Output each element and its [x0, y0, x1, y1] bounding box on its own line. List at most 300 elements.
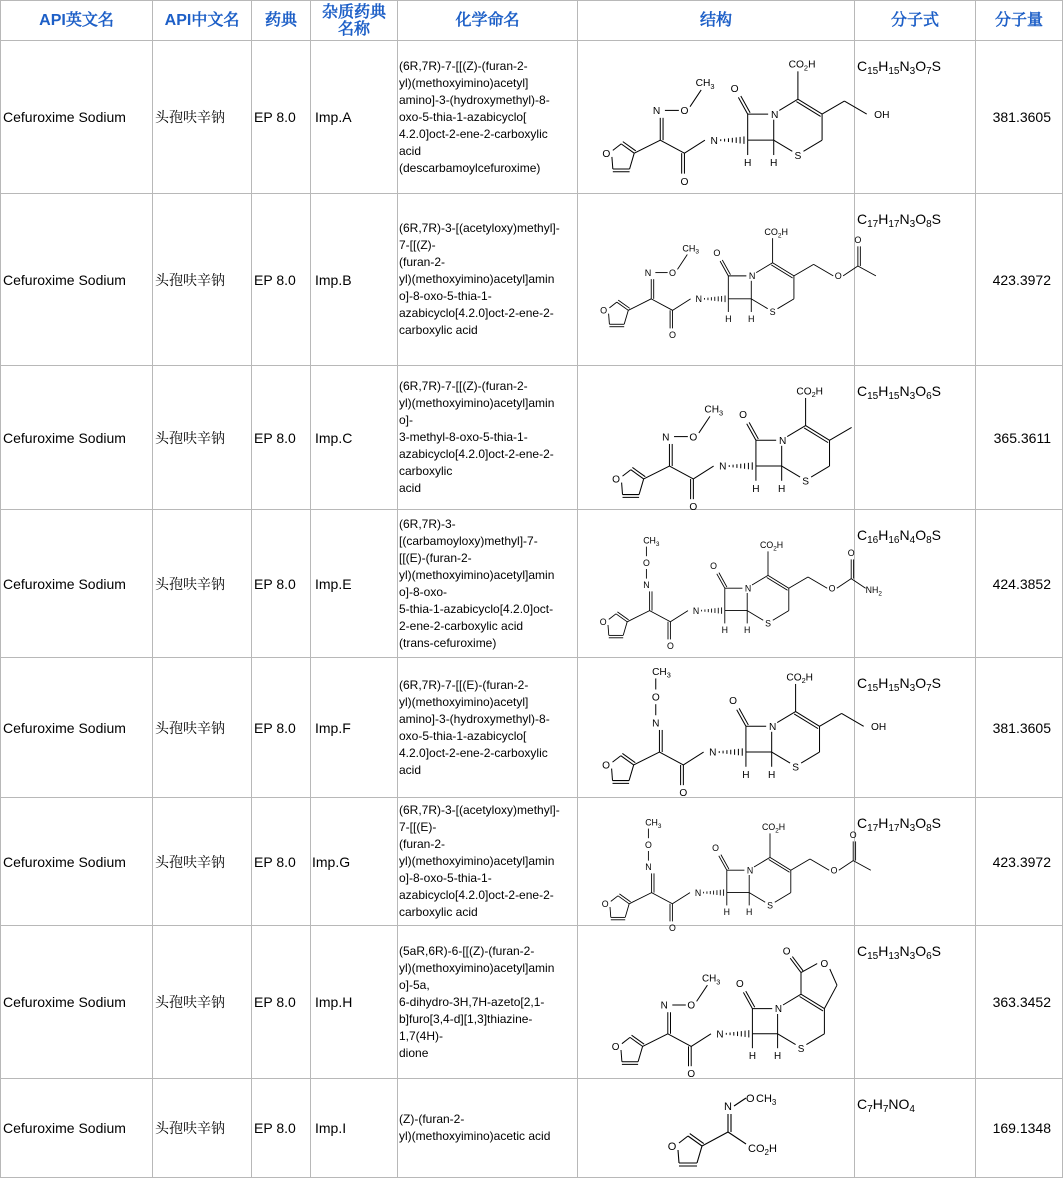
cell-formula[interactable] [855, 926, 976, 1079]
amide-oxygen: O [668, 922, 676, 933]
amine-label: $NH_2$ [865, 584, 882, 597]
bond-line [650, 610, 671, 621]
cell-pharmacopoeia[interactable]: EP 8.0 [252, 194, 311, 366]
cell-api-en[interactable]: Cefuroxime Sodium [1, 194, 153, 366]
bond-line [769, 859, 790, 872]
methyl-label: $CH_3$ [702, 973, 721, 986]
cell-api-en[interactable]: Cefuroxime Sodium [1, 1079, 153, 1178]
bond-line [752, 575, 768, 585]
bond-line [651, 298, 672, 309]
cell-mw[interactable]: 381.3605 [976, 658, 1063, 798]
methyl-label: $CH_3$ [704, 404, 724, 417]
cell-mw[interactable]: 423.3972 [976, 798, 1063, 926]
carboxylic-acid-label: $CO_2H$ [762, 821, 786, 835]
furan-oxygen: O [667, 1140, 677, 1153]
bond-line [702, 1132, 728, 1146]
methyl-label: $CH_3$ [682, 242, 700, 256]
amide-nitrogen: N [719, 461, 727, 473]
amide-oxygen: O [687, 1068, 696, 1080]
bond-line [669, 466, 693, 479]
amide-nitrogen: N [709, 747, 717, 759]
oxime-nitrogen: N [643, 579, 650, 590]
bond-line [673, 298, 691, 309]
bond-line [690, 89, 701, 106]
cell-formula[interactable] [855, 41, 976, 194]
stereo-hydrogen: H [723, 906, 730, 917]
cell-structure[interactable] [578, 41, 890, 194]
oxime-nitrogen: N [644, 267, 652, 278]
stereo-hydrogen: H [721, 624, 728, 635]
stereo-hydrogen: H [748, 1050, 756, 1062]
cell-impurity[interactable]: Imp.B [311, 194, 398, 366]
oxime-nitrogen: N [662, 431, 670, 443]
bond-line [824, 985, 837, 1008]
bond-line [811, 466, 829, 477]
molecule [668, 1093, 777, 1166]
bond-line [751, 298, 767, 308]
bond-line [693, 466, 713, 479]
lactam-oxygen: O [713, 247, 721, 258]
bond-line [801, 994, 824, 1008]
bond-line [684, 140, 704, 153]
amide-oxygen: O [666, 640, 674, 651]
formula-text: $C_{15}H_{13}N_3O_6S$ [857, 943, 941, 962]
bond-line [801, 963, 817, 972]
bond-line [771, 264, 792, 277]
bond-line [609, 613, 616, 619]
cell-impurity[interactable]: Imp.H [311, 926, 398, 1079]
carboxylic-acid-label: $CO_2H$ [788, 59, 816, 72]
cell-api-en[interactable]: Cefuroxime Sodium [1, 798, 153, 926]
header-formula[interactable]: 分子式 [855, 1, 976, 41]
cell-impurity[interactable]: Imp.C [311, 366, 398, 510]
structure-drawing [578, 42, 890, 193]
bond-line [612, 156, 613, 168]
lactam-oxygen: O [710, 560, 718, 571]
bond-line [808, 577, 827, 588]
bond-line [782, 466, 800, 477]
bond-line [774, 140, 793, 151]
bond-line [770, 857, 791, 870]
bond-line [728, 1132, 746, 1144]
amide-nitrogen: N [694, 887, 702, 898]
header-row [1, 1, 1063, 41]
table-row [1, 926, 1063, 1079]
bond-line [629, 764, 634, 780]
bond-line [629, 892, 651, 903]
cell-chemical-name[interactable]: (6R,7R)-7-[[(Z)-(furan-2- yl)(methoxyimino)acetyl]amin o]- 3-methyl-8-oxo-5-thia-1- azabicyclo[4.2.0]oct-2-ene-2- carboxylic acid [398, 366, 578, 510]
carbonyl-oxygen: O [854, 234, 862, 245]
oxime-oxygen: O [680, 105, 689, 117]
formula-text: $C_{15}H_{15}N_3O_6S$ [857, 383, 941, 402]
ring-nitrogen: N [778, 435, 787, 447]
bond-line [611, 895, 618, 901]
bond-line [613, 755, 621, 761]
lactone-ring-oxygen: O [820, 958, 829, 970]
sulfur-label: S [765, 618, 771, 629]
bond-line [768, 575, 789, 588]
bond-line [670, 610, 688, 621]
cell-chemical-name[interactable]: (6R,7R)-3-[(acetyloxy)methyl]- 7-[[(Z)- (furan-2- yl)(methoxyimino)acetyl]amin o]-8-oxo-5-thia-1- azabicyclo[4.2.0]oct-2-ene-2- carboxylic acid [398, 194, 578, 366]
bond-line [668, 1033, 691, 1046]
formula-text: $C_7H_7NO_4$ [857, 1096, 915, 1115]
header-api-cn[interactable]: API中文名 [153, 1, 252, 41]
carboxylic-acid-label: $CO_2H$ [764, 226, 789, 239]
ester-oxygen: O [828, 582, 836, 593]
amide-oxygen: O [669, 329, 677, 340]
cell-mw[interactable]: 169.1348 [976, 1079, 1063, 1178]
cell-mw[interactable]: 381.3605 [976, 41, 1063, 194]
bond-line [756, 262, 772, 272]
bond-line [747, 610, 763, 620]
table-row [1, 366, 1063, 510]
amide-nitrogen: N [710, 135, 718, 147]
carboxylic-acid-label: $CO_2H$ [786, 671, 813, 685]
structure-drawing [578, 195, 862, 365]
bond-line [779, 99, 798, 110]
oxime-oxygen: O [644, 839, 652, 850]
header-impurity-name-line2: 名称 [337, 20, 370, 38]
bond-line [638, 1046, 643, 1061]
bond-line [624, 310, 628, 324]
sulfur-label: S [767, 900, 773, 911]
cell-api-cn[interactable]: 头孢呋辛钠 [153, 194, 252, 366]
bond-line [659, 752, 683, 765]
cell-api-cn[interactable]: 头孢呋辛钠 [153, 658, 252, 798]
cell-api-en[interactable]: Cefuroxime Sodium [1, 366, 153, 510]
ring-nitrogen: N [748, 270, 756, 281]
stereo-hydrogen: H [768, 769, 776, 781]
bond-line [699, 416, 710, 433]
furan-oxygen: O [602, 148, 611, 160]
bond-line [634, 752, 660, 765]
oxime-oxygen: O [669, 267, 677, 278]
bond-line [775, 892, 791, 902]
cell-impurity[interactable]: Imp.E [311, 510, 398, 658]
cell-chemical-name[interactable]: (6R,7R)-7-[[(E)-(furan-2- yl)(methoxyimino)acetyl] amino]-3-(hydroxymethyl)-8- oxo-5-thia-1-azabicyclo[ 4.2.0]oct-2-ene-2-carboxylic acid [398, 658, 578, 798]
amide-oxygen: O [680, 176, 689, 188]
bond-line [630, 153, 635, 169]
formula-text: $C_{15}H_{15}N_3O_7S$ [857, 58, 941, 77]
bond-line [610, 907, 611, 917]
bond-line [796, 101, 820, 116]
table-row [1, 658, 1063, 798]
cell-structure[interactable] [578, 798, 857, 933]
oxime-oxygen: O [687, 1000, 696, 1012]
stereo-hydrogen: H [742, 769, 750, 781]
bond-line [628, 298, 651, 309]
hydroxyl-label: OH [874, 109, 890, 121]
bond-line [839, 860, 853, 870]
carbonyl-oxygen: O [847, 547, 855, 558]
stereo-hydrogen: H [774, 1050, 782, 1062]
methyl-label: $CH_3$ [645, 816, 662, 830]
structure-drawing [578, 927, 854, 1078]
cell-pharmacopoeia[interactable]: EP 8.0 [252, 510, 311, 658]
cell-mw[interactable]: 424.3852 [976, 510, 1063, 658]
cell-formula[interactable] [855, 366, 976, 510]
structure-drawing [578, 511, 882, 657]
bond-line [800, 996, 823, 1010]
bond-line [691, 1033, 711, 1046]
cell-structure[interactable] [578, 366, 855, 513]
table-row [1, 510, 1063, 658]
molecule [600, 226, 876, 339]
oxime-nitrogen: N [652, 105, 661, 117]
cell-impurity[interactable]: Imp.A [311, 41, 398, 194]
oxime-oxygen: O [689, 431, 698, 443]
cell-structure[interactable] [578, 926, 855, 1079]
bond-line [806, 425, 830, 440]
bond-line [644, 466, 670, 479]
bond-line [734, 1098, 746, 1106]
amide-oxygen: O [689, 501, 698, 513]
structure-drawing [578, 659, 887, 799]
cell-chemical-name[interactable]: (6R,7R)-3- [(carbamoyloxy)methyl]-7- [[(E)-(furan-2- yl)(methoxyimino)acetyl]amin o]-8-oxo- 5-thia-1-azabicyclo[4.2.0]oct- 2-ene-2-carboxylic acid (trans-cefuroxime) [398, 510, 578, 658]
ring-nitrogen: N [746, 864, 754, 875]
cell-pharmacopoeia[interactable]: EP 8.0 [252, 366, 311, 510]
stereo-hydrogen: H [744, 624, 751, 635]
lactone-oxygen: O [782, 946, 791, 958]
bond-line [814, 264, 834, 275]
stereo-hydrogen: H [725, 313, 732, 324]
bond-line [622, 482, 623, 494]
formula-text: $C_{17}H_{17}N_3O_8S$ [857, 211, 941, 230]
oxime-oxygen: O [651, 692, 660, 704]
sulfur-label: S [769, 306, 776, 317]
sulfur-label: S [802, 475, 809, 487]
header-api-en[interactable]: API英文名 [1, 1, 153, 41]
cell-api-cn[interactable]: 头孢呋辛钠 [153, 510, 252, 658]
oxime-oxygen: O [642, 557, 650, 568]
bond-line [803, 140, 822, 151]
stereo-hydrogen: H [752, 483, 760, 495]
furan-oxygen: O [611, 1041, 620, 1053]
cell-api-cn[interactable]: 头孢呋辛钠 [153, 1079, 252, 1178]
cell-structure[interactable] [578, 510, 882, 658]
bond-line [639, 478, 644, 494]
cell-chemical-name[interactable]: (Z)-(furan-2- yl)(methoxyimino)acetic acid [398, 1079, 578, 1178]
furan-oxygen: O [600, 305, 608, 316]
lactam-oxygen: O [739, 409, 747, 421]
molecule [600, 535, 883, 651]
ring-nitrogen: N [774, 1003, 783, 1015]
bond-line [773, 262, 794, 275]
header-mw[interactable]: 分子量 [976, 1, 1063, 41]
bond-line [697, 985, 708, 1001]
lactam-oxygen: O [735, 978, 744, 990]
cell-pharmacopoeia[interactable]: EP 8.0 [252, 926, 311, 1079]
bond-line [634, 140, 660, 153]
molecule [602, 817, 871, 933]
bond-line [796, 711, 820, 726]
carboxylic-acid-label: $CO_2H$ [760, 539, 784, 553]
lactam-oxygen: O [712, 842, 720, 853]
stereo-hydrogen: H [770, 157, 778, 169]
bond-line [612, 768, 613, 780]
cell-formula[interactable] [855, 194, 976, 366]
cell-impurity[interactable]: Imp.G [311, 798, 398, 926]
oxime-nitrogen: N [724, 1100, 732, 1113]
structure-drawing [578, 1080, 854, 1177]
methyl-label: $CH_3$ [652, 666, 671, 680]
bond-line [609, 313, 610, 324]
cell-pharmacopoeia[interactable]: EP 8.0 [252, 1079, 311, 1178]
furan-oxygen: O [599, 616, 607, 627]
header-impurity-name-line1: 杂质药典 [321, 3, 386, 21]
amide-oxygen: O [679, 787, 688, 799]
bond-line [627, 610, 649, 621]
bond-line [798, 99, 822, 114]
bond-line [804, 427, 828, 442]
bond-line [783, 994, 801, 1005]
oxime-nitrogen: N [652, 717, 660, 729]
carbonyl-oxygen: O [849, 829, 857, 840]
molecule [612, 946, 837, 1079]
ester-oxygen: O [830, 864, 838, 875]
bond-line [794, 264, 814, 275]
table-row [1, 194, 1063, 366]
furan-oxygen: O [601, 898, 609, 909]
cell-api-en[interactable]: Cefuroxime Sodium [1, 510, 153, 658]
bond-line [697, 1146, 702, 1163]
header-chemical-name[interactable]: 化学命名 [398, 1, 578, 41]
structure-drawing [578, 367, 854, 513]
cell-chemical-name[interactable]: (6R,7R)-7-[[(Z)-(furan-2- yl)(methoxyimino)acetyl] amino]-3-(hydroxymethyl)-8- oxo-5-thia-1-azabicyclo[ 4.2.0]oct-2-ene-2-carboxylic acid (descarbamoylcefuroxime) [398, 41, 578, 194]
bond-line [608, 625, 609, 635]
bond-line [787, 425, 805, 436]
header-pharmacopoeia[interactable]: 药典 [252, 1, 311, 41]
bond-line [660, 140, 684, 153]
bond-line [754, 857, 770, 867]
ring-nitrogen: N [768, 721, 777, 733]
bond-line [623, 469, 631, 475]
table-row [1, 798, 1063, 926]
bond-line [778, 1033, 796, 1044]
bond-line [772, 752, 790, 763]
cell-api-cn[interactable]: 头孢呋辛钠 [153, 926, 252, 1079]
carboxylic-acid-label: $CO_2H$ [796, 385, 823, 399]
oxime-nitrogen: N [660, 1000, 668, 1012]
lactam-oxygen: O [730, 83, 739, 95]
cell-api-en[interactable]: Cefuroxime Sodium [1, 926, 153, 1079]
stereo-hydrogen: H [778, 483, 786, 495]
bond-line [778, 298, 794, 308]
molecule [612, 386, 851, 513]
cell-impurity[interactable]: Imp.I [311, 1079, 398, 1178]
bond-line [679, 1136, 688, 1143]
molecule [602, 59, 889, 187]
cell-mw[interactable]: 365.3611 [976, 366, 1063, 510]
bond-line [678, 1150, 679, 1163]
hydroxyl-label: OH [871, 721, 887, 733]
cell-structure[interactable] [578, 658, 887, 799]
cell-api-cn[interactable]: 头孢呋辛钠 [153, 366, 252, 510]
stereo-hydrogen: H [746, 906, 753, 917]
cell-pharmacopoeia[interactable]: EP 8.0 [252, 41, 311, 194]
bond-line [791, 859, 810, 870]
cell-api-en[interactable]: Cefuroxime Sodium [1, 41, 153, 194]
cell-pharmacopoeia[interactable]: EP 8.0 [252, 658, 311, 798]
header-structure[interactable]: 结构 [578, 1, 855, 41]
bond-line [773, 610, 789, 620]
sulfur-label: S [797, 1043, 805, 1055]
bond-line [622, 1037, 630, 1043]
methyl-label: $CH_3$ [643, 534, 660, 548]
furan-oxygen: O [602, 760, 611, 772]
bond-line [830, 969, 837, 985]
bond-line [801, 752, 819, 763]
bond-line [810, 859, 829, 870]
cell-api-cn[interactable]: 头孢呋辛钠 [153, 41, 252, 194]
formula-text: $C_{16}H_{16}N_4O_8S$ [857, 527, 941, 546]
bond-line [794, 713, 818, 728]
cell-impurity[interactable]: Imp.F [311, 658, 398, 798]
bond-line [683, 752, 703, 765]
bond-line [830, 427, 852, 440]
header-impurity-name[interactable] [311, 1, 398, 41]
bond-line [643, 1033, 668, 1046]
bond-line [837, 578, 851, 588]
table-row [1, 41, 1063, 194]
cell-formula[interactable] [855, 1079, 976, 1178]
methyl-label: $CH_3$ [756, 1092, 777, 1107]
cell-structure[interactable] [578, 1079, 855, 1178]
formula-text: $C_{17}H_{17}N_3O_8S$ [857, 815, 941, 834]
amide-nitrogen: N [695, 293, 703, 304]
molecule [602, 666, 886, 798]
oxime-oxygen: O [746, 1092, 755, 1105]
bond-line [767, 577, 788, 590]
sulfur-label: S [792, 761, 799, 773]
bond-line [777, 711, 795, 722]
cell-mw[interactable]: 363.3452 [976, 926, 1063, 1079]
carboxylic-acid-label: $CO_2H$ [748, 1142, 777, 1157]
stereo-hydrogen: H [743, 157, 752, 169]
bond-line [672, 892, 690, 903]
cell-api-cn[interactable]: 头孢呋辛钠 [153, 798, 252, 926]
bond-line [652, 892, 673, 903]
cell-structure[interactable] [578, 194, 862, 366]
cell-pharmacopoeia[interactable]: EP 8.0 [252, 798, 311, 926]
cell-formula[interactable] [855, 510, 976, 658]
stereo-hydrogen: H [748, 313, 755, 324]
bond-line [613, 143, 621, 150]
cell-chemical-name[interactable]: (5aR,6R)-6-[[(Z)-(furan-2- yl)(methoxyimino)acetyl]amin o]-5a, 6-dihydro-3H,7H-azeto[2,1- b]furo[3,4-d][1,3]thiazine- 1,7(4H)- dione [398, 926, 578, 1079]
structure-drawing [578, 799, 857, 933]
sulfur-label: S [794, 150, 802, 162]
cell-chemical-name[interactable]: (6R,7R)-3-[(acetyloxy)methyl]- 7-[[(E)- (furan-2- yl)(methoxyimino)acetyl]amin o]-8-oxo-5-thia-1- azabicyclo[4.2.0]oct-2-ene-2- carboxylic acid [398, 798, 578, 926]
amide-nitrogen: N [692, 605, 700, 616]
methyl-label: $CH_3$ [695, 77, 715, 91]
bond-line [806, 1033, 824, 1044]
bond-line [820, 713, 842, 726]
table-row [1, 1079, 1063, 1178]
formula-text: $C_{15}H_{15}N_3O_7S$ [857, 675, 941, 694]
cell-api-en[interactable]: Cefuroxime Sodium [1, 658, 153, 798]
bond-line [749, 892, 765, 902]
bond-line [625, 903, 629, 917]
bond-line [789, 577, 808, 588]
cell-mw[interactable]: 423.3972 [976, 194, 1063, 366]
ring-nitrogen: N [744, 582, 752, 593]
cell-formula[interactable] [855, 798, 976, 926]
furan-oxygen: O [612, 474, 621, 486]
bond-line [677, 254, 687, 269]
oxime-nitrogen: N [645, 861, 652, 872]
bond-line [623, 621, 627, 635]
ester-oxygen: O [834, 270, 842, 281]
